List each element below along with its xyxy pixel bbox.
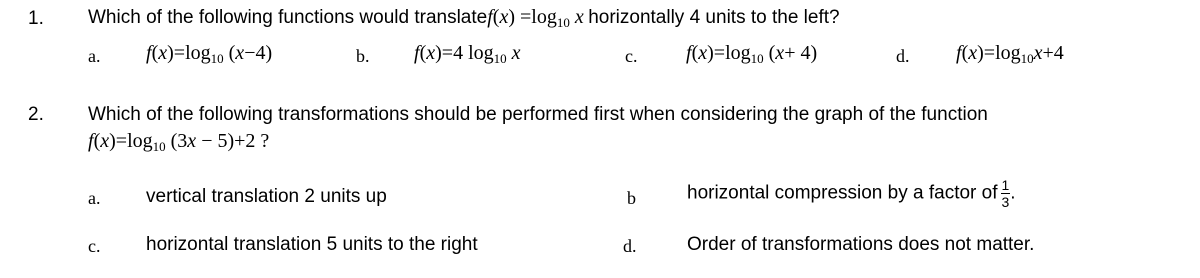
q2-option-b-label: b [627, 188, 636, 208]
question-2-number: 2. [28, 104, 44, 125]
q1-option-c-formula: $f(x)=\log_{10}$ (x+ 4) [686, 42, 818, 66]
question-1-stem-text: Which of the following functions would translate [88, 7, 488, 28]
q2-option-d-text: Order of transformations does not matter. [687, 234, 1035, 255]
question-2-stem-math: $f(x)=\log_{10}$ (3x − 5)+2 ? [88, 130, 270, 154]
question-1-stem-tail: horizontally 4 units to the left? [588, 7, 840, 28]
q2-option-c-label: c. [88, 236, 101, 256]
q1-option-d-formula: $f(x)=\log_{10}x+4$ [956, 42, 1064, 66]
q2-option-d-label: d. [623, 236, 637, 256]
q1-option-b-formula: f(x)=4 $\log_{10} x$ [414, 42, 521, 66]
q1-option-b-label: b. [356, 46, 370, 66]
q1-option-c-label: c. [625, 46, 638, 66]
question-2-stem-text: Which of the following transformations should be performed first when considering the graph of the function [88, 104, 988, 125]
q1-option-d-label: d. [896, 46, 910, 66]
question-1-stem-math: $f(x) =\log_{10}$ x [487, 6, 584, 30]
q1-option-a-formula: $f(x)=\log_{10}$ (x−4) [146, 42, 273, 66]
one-third-fraction: $\frac{1}{3}$ [1001, 177, 1010, 210]
q1-option-a-label: a. [88, 46, 101, 66]
q2-option-c-text: horizontal translation 5 units to the right [146, 234, 478, 255]
question-1-number: 1. [28, 8, 44, 29]
q2-option-b-text: horizontal compression by a factor of $\frac{1}{3}$ . [687, 177, 1016, 210]
q2-option-a-label: a. [88, 188, 101, 208]
q2-option-a-text: vertical translation 2 units up [146, 186, 387, 207]
question-1-stem [88, 6, 840, 29]
